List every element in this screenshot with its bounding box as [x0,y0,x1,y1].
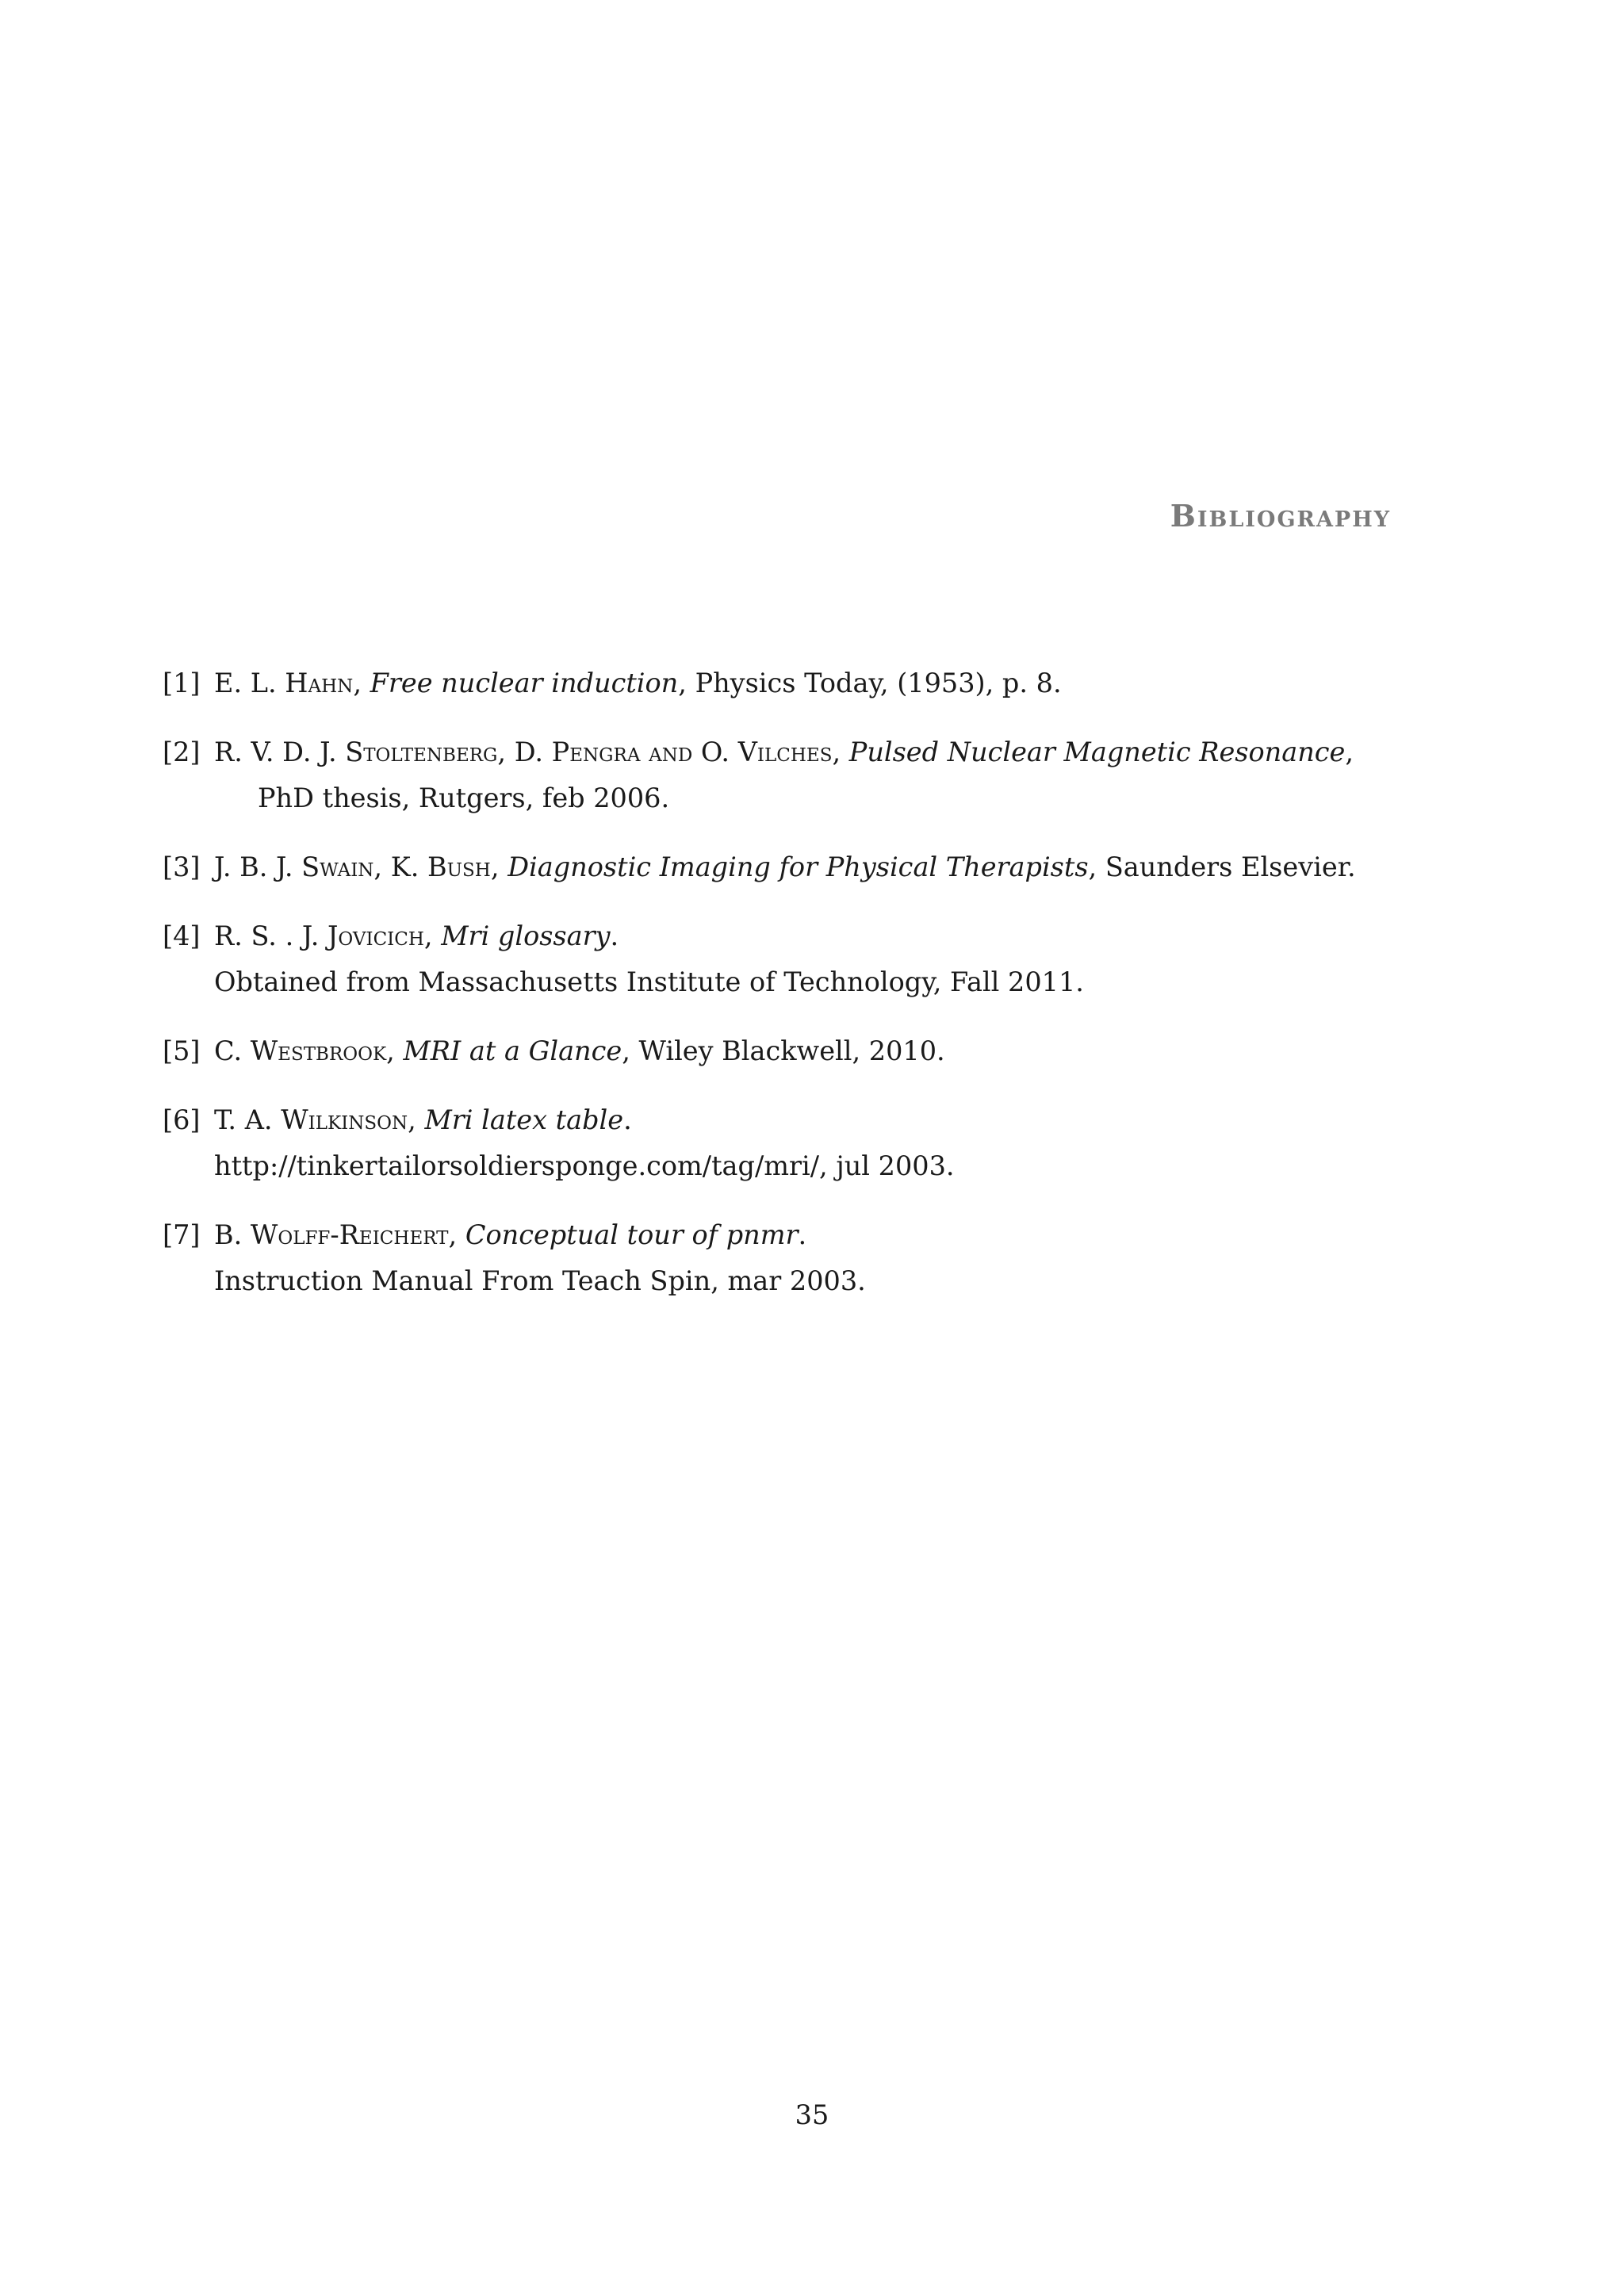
reference-details: , [1345,737,1354,767]
bibliography-entry [163,913,1400,1005]
bibliography-entry [163,844,1400,890]
reference-details: , Physics Today, (1953), p. 8. [678,668,1062,698]
reference-separator: , [386,1035,404,1066]
reference-details: , Saunders Elsevier. [1088,851,1356,882]
reference-details: . [798,1219,807,1250]
reference-title: Pulsed Nuclear Magnetic Resonance [848,737,1346,767]
reference-authors: R. V. D. J. Stoltenberg, D. Pengra and O. Vilches [214,737,833,767]
reference-separator: , [423,920,442,951]
bibliography-list [163,660,1400,1327]
bibliography-entry [163,1028,1400,1074]
reference-title: Conceptual tour of pnmr [465,1219,799,1250]
reference-details: . [610,920,619,951]
reference-number: [7] [163,1219,201,1250]
reference-separator: , [448,1219,465,1250]
reference-continuation: PhD thesis, Rutgers, feb 2006. [258,783,670,813]
reference-authors: C. Westbrook [214,1035,387,1066]
reference-title: Free nuclear induction [370,668,679,698]
reference-details: , Wiley Blackwell, 2010. [622,1035,945,1066]
reference-number: [3] [163,851,201,882]
page-number: 35 [795,2099,829,2130]
reference-authors: J. B. J. Swain, K. Bush [214,851,491,882]
reference-title: Diagnostic Imaging for Physical Therapists [508,851,1089,882]
reference-separator: , [353,668,370,698]
reference-authors: B. Wolff-Reichert [214,1219,449,1250]
page-title: Bibliography [1170,498,1391,534]
reference-separator: , [832,737,849,767]
bibliography-entry [163,1097,1400,1189]
reference-title: MRI at a Glance [403,1035,622,1066]
reference-details: . [623,1104,632,1135]
reference-note: Instruction Manual From Teach Spin, mar 2003. [214,1265,866,1296]
reference-title: Mri latex table [424,1104,624,1135]
reference-separator: , [490,851,508,882]
reference-number: [2] [163,737,201,767]
reference-authors: E. L. Hahn [214,668,354,698]
bibliography-entry [163,729,1400,821]
reference-url: http://tinkertailorsoldiersponge.com/tag/mri/, jul 2003. [214,1150,955,1181]
bibliography-entry [163,660,1400,706]
reference-number: [6] [163,1104,201,1135]
reference-number: [4] [163,920,201,951]
bibliography-entry [163,1212,1400,1304]
reference-number: [5] [163,1035,201,1066]
reference-separator: , [408,1104,425,1135]
reference-authors: R. S. . J. Jovicich [214,920,424,951]
reference-number: [1] [163,668,201,698]
reference-authors: T. A. Wilkinson [214,1104,408,1135]
reference-note: Obtained from Massachusetts Institute of Technology, Fall 2011. [214,966,1084,997]
reference-title: Mri glossary [441,920,611,951]
